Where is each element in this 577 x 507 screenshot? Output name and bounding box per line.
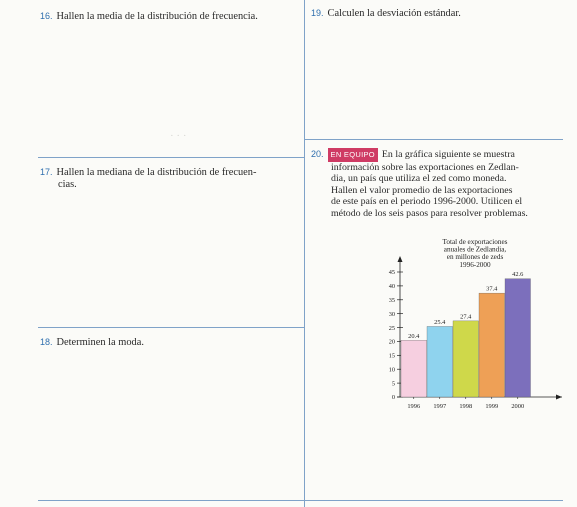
bar-1996	[401, 340, 427, 397]
question-20-line-5: de este país en el periodo 1996-2000. Utilicen el	[331, 196, 523, 208]
question-20-line-6: método de los seis pasos para resolver problemas.	[331, 207, 528, 219]
question-20-line-4: Hallen el valor promedio de las exportaciones	[331, 184, 513, 196]
bar-value-label: 42.6	[512, 271, 524, 279]
y-tick-label: 20	[388, 338, 395, 346]
bar-2000	[505, 279, 531, 397]
question-19-text: Calculen la desviación estándar.	[327, 8, 461, 19]
exports-bar-chart	[360, 236, 570, 422]
y-tick-label: 40	[388, 283, 395, 291]
bottom-divider	[38, 500, 563, 501]
y-tick-label: 5	[391, 380, 395, 388]
chart-title-line: Total de exportaciones	[442, 238, 508, 246]
x-tick-label: 2000	[511, 403, 525, 410]
question-20-line-3: dia, un país que utiliza el zed como moneda.	[331, 173, 507, 185]
bar-1997	[427, 326, 453, 397]
bar-value-label: 27.4	[460, 313, 472, 321]
divider-q19-q20	[305, 139, 563, 140]
question-18-number: 18.	[40, 337, 53, 347]
question-20-number: 20.	[311, 149, 324, 159]
bar-1998	[453, 321, 479, 397]
bar-value-label: 37.4	[486, 285, 498, 293]
y-tick-label: 15	[388, 352, 395, 360]
y-tick-label: 35	[388, 296, 395, 304]
divider-q17-q18	[38, 327, 304, 328]
question-18	[40, 336, 302, 349]
question-19	[311, 7, 569, 20]
question-16-number: 16.	[40, 11, 53, 21]
x-tick-label: 1996	[407, 403, 421, 410]
question-17-line-1: Hallen la mediana de la distribución de frecuen-	[56, 167, 257, 178]
x-tick-label: 1999	[485, 403, 499, 410]
y-tick-label: 0	[391, 394, 395, 402]
x-axis-arrow-icon	[556, 395, 562, 400]
bar-1999	[479, 293, 505, 397]
bar-value-label: 20.4	[408, 332, 420, 340]
question-20	[311, 148, 569, 220]
y-tick-label: 45	[388, 269, 395, 277]
divider-q16-q17	[38, 157, 304, 158]
y-tick-label: 30	[388, 310, 395, 318]
question-18-text: Determinen la moda.	[56, 337, 144, 348]
bar-value-label: 25.4	[434, 318, 446, 326]
chart-title-line: en millones de zeds	[446, 253, 504, 262]
chart-title-line: 1996-2000	[459, 260, 491, 269]
question-20-line-2: información sobre las exportaciones en Zedlan-	[331, 161, 519, 173]
y-tick-label: 10	[388, 366, 395, 374]
chart-title	[443, 238, 508, 269]
question-16	[40, 10, 302, 23]
question-17-line-2: cias.	[58, 179, 77, 190]
y-axis-arrow-icon	[398, 256, 403, 262]
x-tick-label: 1997	[433, 403, 447, 410]
question-19-number: 19.	[311, 8, 324, 18]
chart-bars	[401, 271, 531, 410]
y-tick-label: 25	[388, 324, 395, 332]
question-20-line-1: En la gráfica siguiente se muestra	[381, 149, 515, 160]
chart-title-line: anuales de Zedlandia,	[443, 245, 507, 254]
x-tick-label: 1998	[459, 403, 473, 410]
team-badge: EN EQUIPO	[328, 148, 378, 162]
bleed-through-text: · · ·	[170, 130, 187, 142]
question-17-number: 17.	[40, 167, 53, 177]
question-17	[40, 166, 302, 191]
column-divider	[304, 0, 305, 507]
question-16-text: Hallen la media de la distribución de frecuencia.	[56, 11, 258, 22]
